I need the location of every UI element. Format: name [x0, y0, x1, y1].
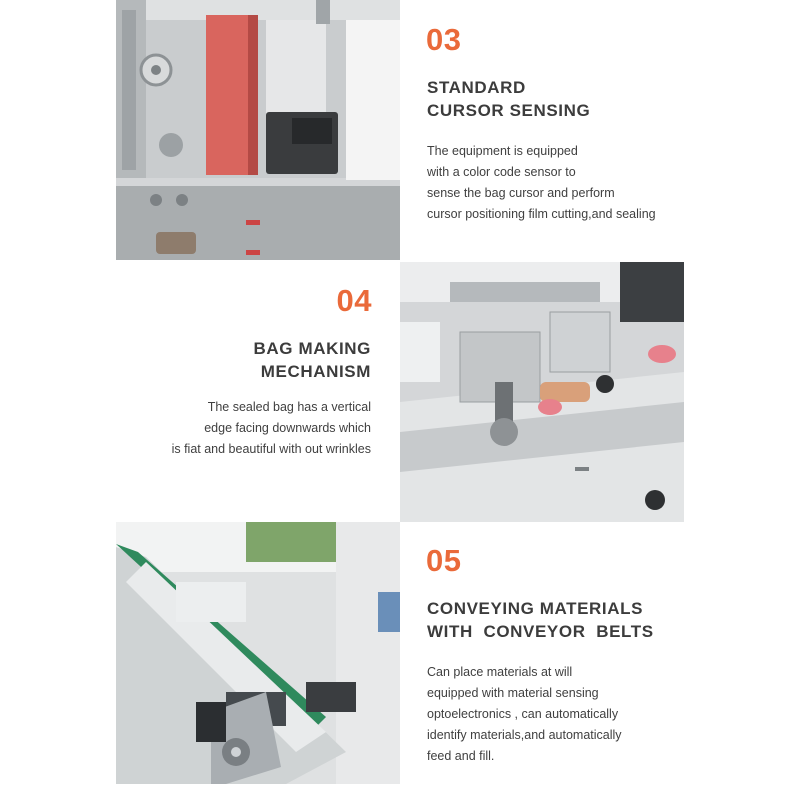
section-title-cursor-sensing: [427, 76, 590, 122]
title-line: BAG MAKING: [253, 339, 371, 358]
desc-line: equipped with material sensing: [427, 686, 599, 700]
desc-line: The equipment is equipped: [427, 144, 578, 158]
section-description-conveying: [427, 662, 622, 767]
desc-line: sense the bag cursor and perform: [427, 186, 615, 200]
conveyor-photo: [116, 522, 400, 784]
title-line: CONVEYING MATERIALS: [427, 599, 644, 618]
desc-line: identify materials,and automatically: [427, 728, 622, 742]
desc-line: optoelectronics , can automatically: [427, 707, 619, 721]
desc-line: Can place materials at will: [427, 665, 573, 679]
desc-line: is fiat and beautiful with out wrinkles: [171, 442, 371, 456]
desc-line: feed and fill.: [427, 749, 495, 763]
section-title-conveying: [427, 597, 654, 643]
title-line: CURSOR SENSING: [427, 101, 591, 120]
desc-line: edge facing downwards which: [204, 421, 371, 435]
title-line: WITH CONVEYOR BELTS: [427, 622, 654, 641]
desc-line: The sealed bag has a vertical: [207, 400, 371, 414]
desc-line: cursor positioning film cutting,and sealing: [427, 207, 656, 221]
desc-line: with a color code sensor to: [427, 165, 576, 179]
bag-making-photo: [400, 262, 684, 522]
title-line: STANDARD: [427, 78, 526, 97]
section-description-cursor-sensing: [427, 141, 656, 225]
sensor-photo: [116, 0, 400, 260]
section-description-bag-making: [172, 397, 371, 460]
section-number-04: 04: [336, 283, 372, 318]
title-line: MECHANISM: [260, 362, 371, 381]
section-number-05: 05: [426, 543, 462, 578]
section-title-bag-making: [254, 337, 371, 383]
section-number-03: 03: [426, 22, 462, 57]
